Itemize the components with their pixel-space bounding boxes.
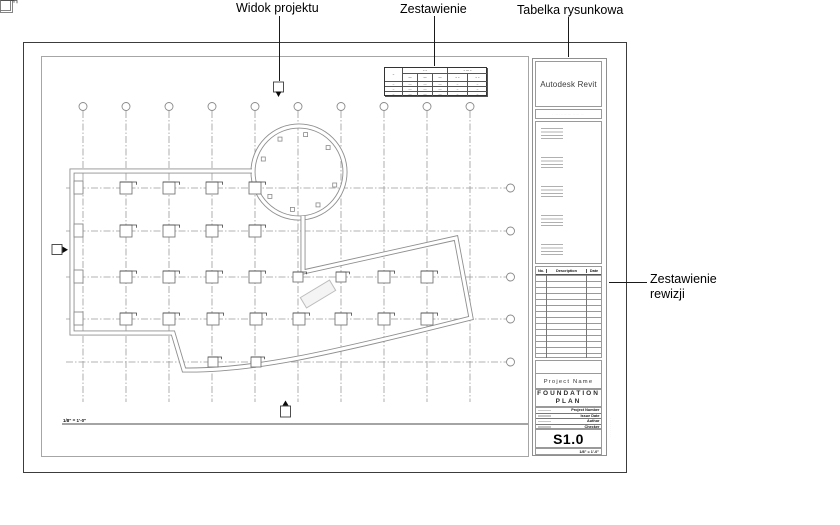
label-schedule: Zestawienie: [400, 2, 467, 16]
leader-schedule: [434, 16, 435, 66]
sheet-title: [535, 389, 602, 407]
schedule-cell: –: [468, 87, 488, 92]
sheet-scale: 1/8" = 1'-0": [535, 448, 602, 455]
consultant-lines: [541, 128, 563, 141]
field-label-issue-date: Issue Date: [580, 413, 600, 418]
label-project-view: Widok projektu: [236, 1, 319, 15]
schedule-cell: –: [468, 92, 488, 97]
revision-col-no: No.: [536, 269, 547, 273]
field-value-smudge: [538, 410, 551, 412]
schedule-cell: –: [468, 82, 488, 87]
ramp: [300, 280, 335, 308]
revision-schedule: [535, 266, 602, 358]
sheet-number: S1.0: [535, 429, 602, 448]
field-value-smudge: [538, 415, 551, 417]
schedule-cell: ––: [433, 87, 448, 92]
schedule-subheader: – –: [468, 74, 488, 82]
schedule-subheader: ––: [403, 74, 418, 82]
leader-project-view: [279, 16, 280, 81]
consultant-lines: [541, 244, 563, 257]
autodesk-revit-logo: Autodesk Revit: [535, 61, 602, 107]
field-label-author: Author: [587, 419, 600, 424]
field-label-project-number: Project Number: [571, 408, 600, 413]
consultant-info-block: [535, 121, 602, 264]
schedule-subheader: ––: [418, 74, 433, 82]
schedule-cell: ––: [403, 87, 418, 92]
revision-header-row: [536, 267, 601, 275]
sheet-title-line1: FOUNDATION: [537, 389, 600, 397]
elevation-marker-top: [274, 82, 284, 97]
field-label-checker: Checker: [584, 424, 600, 429]
revision-divider: [546, 275, 547, 358]
revision-col-description: Description: [547, 269, 587, 273]
consultant-lines: [541, 157, 563, 170]
label-revision-schedule-line2: rewizji: [650, 287, 685, 301]
grid-bubbles: [79, 103, 515, 367]
label-title-block: Tabelka rysunkowa: [517, 3, 624, 17]
schedule-cell: –: [448, 82, 468, 87]
schedule-cell: ––: [403, 92, 418, 97]
elevation-marker-bottom: [281, 401, 291, 418]
view-title: [62, 418, 528, 424]
schedule-cell: –: [385, 87, 403, 92]
project-name-field: Project Name: [535, 373, 602, 389]
schedule-group-header-1: – –: [403, 68, 448, 74]
schedule-cell: ––: [418, 92, 433, 97]
field-value-smudge: [538, 426, 551, 428]
schedule-cell: –: [385, 92, 403, 97]
wall-pilasters: [74, 181, 83, 325]
elevation-marker-left: [52, 245, 68, 255]
field-value-smudge: [538, 421, 551, 423]
revision-col-date: Date: [589, 268, 599, 273]
view-scale-text: 1/8" = 1'-0": [63, 418, 87, 423]
schedule-table: [384, 67, 487, 96]
title-block-fields: [535, 407, 602, 429]
schedule-group-header-2: – — –: [448, 68, 488, 74]
schedule-cell: ––: [418, 82, 433, 87]
schedule-cell: –: [385, 82, 403, 87]
label-revision-schedule-line1: Zestawienie: [650, 272, 717, 286]
leader-title-block: [568, 17, 569, 57]
schedule-cell: ––: [403, 82, 418, 87]
consultant-lines: [541, 186, 563, 199]
title-block: [532, 58, 607, 456]
schedule-cell: –: [448, 92, 468, 97]
schedule-cell: ––: [418, 87, 433, 92]
tower-notches: [261, 133, 336, 212]
schedule-cell: ––: [433, 92, 448, 97]
consultant-lines: [541, 215, 563, 228]
schedule-corner-cell: –: [385, 68, 403, 82]
label-revision-schedule: [650, 272, 717, 302]
schedule-cell: ––: [433, 82, 448, 87]
plot-stamp: ··········: [609, 418, 613, 438]
schedule-subheader: – –: [448, 74, 468, 82]
schedule-subheader: ––: [433, 74, 448, 82]
revision-rows: [536, 275, 601, 358]
revision-divider: [586, 275, 587, 358]
sheet-title-line2: PLAN: [555, 398, 582, 405]
title-block-band: · ···· ········ ····· ···: [535, 109, 602, 119]
leader-revision-schedule: [609, 282, 647, 283]
schedule-cell: –: [448, 87, 468, 92]
foundation-walls: [72, 126, 471, 370]
